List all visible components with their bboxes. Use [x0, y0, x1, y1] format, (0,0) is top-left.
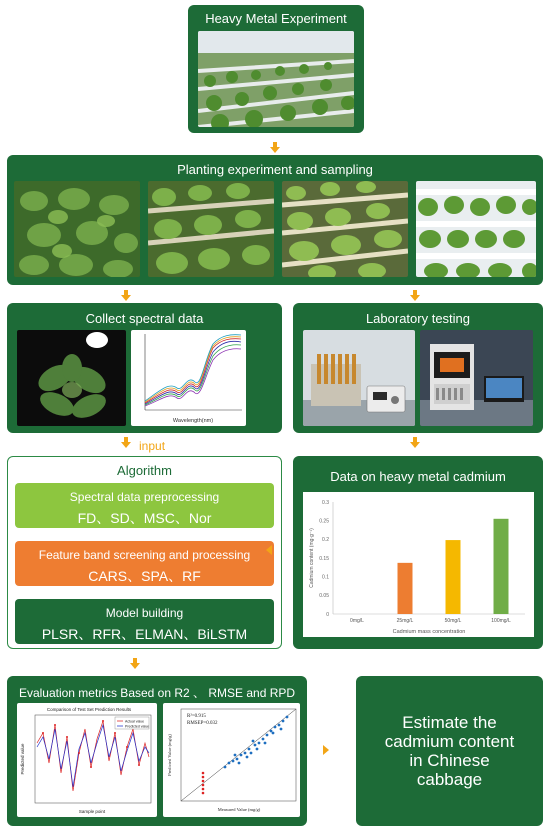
algorithm-step-feature-band [15, 541, 274, 586]
preprocessing-items: FD、SD、MSC、Nor [77, 510, 212, 526]
left-plot-ylabel: Predicted value [20, 743, 25, 775]
estimate-text [356, 713, 543, 789]
x-tick-label: 100mg/L [491, 618, 511, 624]
heavy-metal-experiment-box [188, 5, 364, 133]
algorithm-step-model-building [15, 599, 274, 644]
y-tick-label: 0.2 [322, 537, 329, 544]
arrow-down-5 [130, 663, 140, 669]
arrow-right [323, 745, 329, 755]
bar-100mg/L [494, 519, 509, 614]
planting-photo-3 [282, 181, 408, 277]
r2-value: R²=0.915 [187, 714, 206, 719]
planting-title: Planting experiment and sampling [177, 162, 373, 177]
greenhouse-photo [198, 31, 354, 127]
rmsep-value: RMSEP=0.032 [187, 721, 218, 726]
estimate-line-3: in Chinese [409, 751, 490, 770]
algorithm-step-preprocessing [15, 483, 274, 528]
algorithm-title: Algorithm [117, 463, 172, 478]
model-building-title: Model building [105, 606, 184, 620]
lab-box [293, 303, 543, 433]
arrow-down-3 [410, 295, 420, 301]
right-plot-xlabel: Measured Value (mg/g) [217, 807, 261, 812]
planting-photo-4 [416, 181, 536, 277]
cadmium-chart [303, 492, 534, 637]
spectral-plant-photo [17, 330, 126, 426]
left-plot-xlabel: Sample point [78, 809, 106, 814]
estimate-box [356, 676, 543, 826]
x-tick-label: 0mg/L [350, 618, 364, 624]
right-plot-ylabel: Predicted Value (mg/g) [167, 734, 172, 776]
evaluation-box [7, 676, 307, 826]
y-axis-label: Cadmium content (mg·g⁻¹) [309, 528, 315, 588]
bar-50mg/L [446, 540, 461, 614]
lab-photo-1 [303, 330, 415, 426]
y-tick-label: 0.1 [322, 574, 329, 581]
feature-band-title: Feature band screening and processing [38, 548, 251, 562]
x-tick-label: 50mg/L [444, 618, 462, 624]
spectral-title: Collect spectral data [85, 311, 204, 326]
input-label: input [139, 439, 166, 453]
y-tick-label: 0 [326, 611, 329, 618]
planting-photo-2 [148, 181, 274, 277]
y-tick-label: 0.25 [319, 518, 329, 525]
arrow-down-1 [270, 147, 280, 153]
model-building-items: PLSR、RFR、ELMAN、BiLSTM [41, 626, 248, 642]
estimate-line-4: cabbage [416, 770, 483, 789]
cadmium-title: Data on heavy metal cadmium [330, 469, 506, 484]
heavy-metal-experiment-title: Heavy Metal Experiment [205, 11, 347, 26]
x-tick-label: 25mg/L [396, 618, 414, 624]
planting-box [7, 155, 543, 285]
legend-actual: Actual value [125, 719, 145, 724]
preprocessing-title: Spectral data preprocessing [69, 490, 220, 504]
left-plot-title: Comparison of Test Set Prediction Results [46, 707, 132, 712]
lab-photo-2 [420, 330, 533, 426]
estimate-line-2: cadmium content [384, 732, 515, 751]
arrow-down-input [121, 442, 131, 448]
prediction-comparison-plot [17, 703, 157, 817]
lab-title: Laboratory testing [365, 311, 471, 326]
arrow-down-2 [121, 295, 131, 301]
spectral-box [7, 303, 282, 433]
planting-photo-1 [14, 181, 140, 277]
cadmium-box [293, 456, 543, 649]
spectral-plot-xlabel: Wavelength(nm) [172, 418, 214, 424]
x-axis-label: Cadmium mass concentration [392, 629, 466, 635]
legend-predicted: Predicted value [125, 724, 150, 729]
y-tick-label: 0.3 [322, 499, 329, 506]
estimate-line-1: Estimate the [402, 713, 497, 732]
y-tick-label: 0.15 [319, 555, 329, 562]
arrow-down-4 [410, 442, 420, 448]
measured-vs-predicted-plot [163, 703, 300, 817]
arrow-left [266, 545, 272, 555]
y-tick-label: 0.05 [319, 593, 329, 600]
evaluation-title: Evaluation metrics Based on R2 、 RMSE and RPD [18, 686, 296, 700]
algorithm-box [7, 456, 282, 649]
feature-band-items: CARS、SPA、RF [88, 568, 201, 584]
bar-25mg/L [398, 563, 413, 614]
spectral-curves-plot [131, 330, 246, 426]
